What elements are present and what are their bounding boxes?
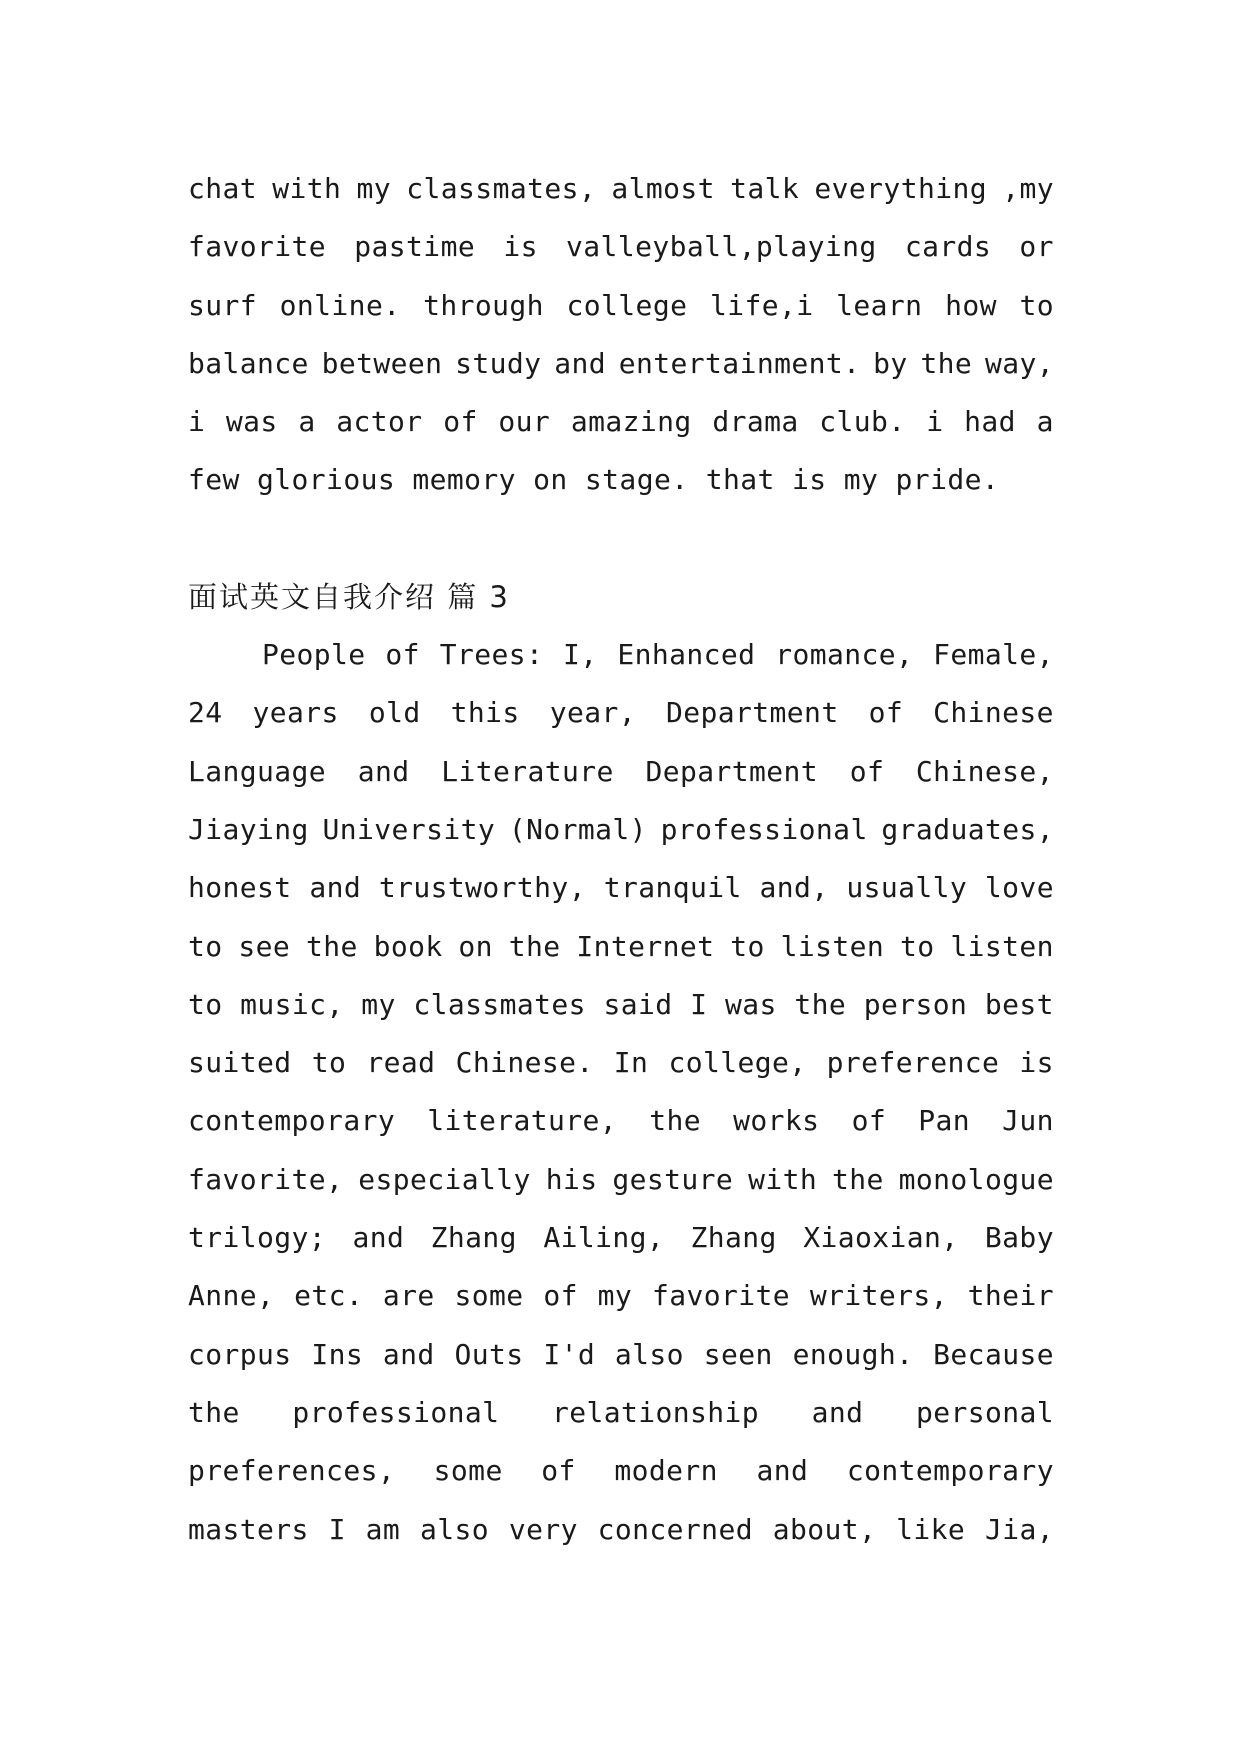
word: club. [819,405,906,439]
word: are [382,1279,435,1313]
word: Zhang [430,1221,517,1255]
paragraph-line [188,1501,1054,1559]
word: am [365,1512,401,1546]
word: amazing [570,405,692,439]
word: surf [188,288,258,322]
word: study [455,346,542,380]
word: the [920,346,973,380]
word: the [508,929,561,963]
word: is [1019,1046,1054,1080]
word: college [566,288,688,322]
word: preference [826,1046,1000,1080]
word: i [188,405,206,439]
paragraph-1 [188,160,1054,510]
paragraph-line [188,1442,1054,1500]
paragraph-line [188,393,1054,451]
word: best [984,987,1054,1021]
word: college, [668,1046,807,1080]
word: trustworthy, [378,871,586,905]
word: to [188,987,223,1021]
word: Anne, [188,1279,275,1313]
word: book [373,929,443,963]
word: our [498,405,551,439]
word: entertainment. [618,346,861,380]
word: had [964,405,1016,439]
word: Pan [918,1104,971,1138]
word: love [984,871,1054,905]
word: contemporary [846,1454,1054,1488]
word: with [748,1162,818,1196]
word: preferences, [188,1454,396,1488]
word: learn [836,288,923,322]
word: see [238,929,291,963]
word: Ins [311,1337,364,1371]
word: of [385,638,420,672]
word: Female, [933,638,1054,672]
word: way, [984,346,1054,380]
word: pastime [354,230,476,264]
word: of [849,754,885,788]
word: corpus [188,1337,292,1371]
word: was [725,987,777,1021]
word: Literature [441,754,614,788]
word: Jun [1002,1104,1054,1138]
word: year, [549,696,636,730]
word: I [690,987,708,1021]
word: literature, [427,1104,618,1138]
word: and [554,346,606,380]
word: my [361,987,396,1021]
word: I [328,1512,346,1546]
word: almost [611,172,715,205]
word: the [305,929,358,963]
word: gesture [612,1162,734,1196]
word: some [433,1454,503,1488]
word: Jiaying [188,812,309,846]
document-page [188,160,1054,1559]
paragraph-line [188,1326,1054,1384]
paragraph-line [188,684,1054,742]
word: favorite [651,1279,791,1313]
word: etc. [294,1279,364,1313]
word: drama [712,405,799,439]
word: the [794,987,847,1021]
word: to [1019,288,1054,322]
word: suited [188,1046,292,1080]
word: relationship [551,1395,760,1429]
word: works [733,1104,820,1138]
word: of [543,1279,578,1313]
word: 24 [188,696,223,730]
word: Xiaoxian, [803,1221,959,1255]
word: classmates [413,987,586,1021]
paragraph-line [188,801,1054,859]
word: to [730,929,765,963]
word: and [382,1337,435,1371]
word: online. [279,288,401,322]
paragraph-line [188,1092,1054,1150]
word: romance, [775,638,914,672]
paragraph-line [188,335,1054,393]
word: music, [240,987,344,1021]
word: seen [703,1337,773,1371]
word: I'd [543,1337,596,1371]
word: their [967,1279,1054,1313]
word: with [272,172,342,205]
paragraph-line: few glorious memory on stage. that is my pride. [188,463,1000,497]
word: ,my [1002,172,1054,205]
word: Language [188,754,327,788]
word: favorite [188,230,327,264]
word: valleyball,playing [566,230,877,264]
word: Ailing, [543,1221,665,1255]
word: enough. [792,1337,914,1371]
word: to [899,929,935,963]
word: I, [563,638,598,672]
word: was [225,405,278,439]
word: and [756,1454,809,1488]
word: of [851,1104,887,1138]
word: and, [759,871,829,905]
word: writers, [809,1279,948,1313]
word: and [357,754,410,788]
word: chat [188,172,258,205]
paragraph-line [188,1151,1054,1209]
word: classmates, [406,172,597,205]
paragraph-line [188,1267,1054,1325]
word: masters [188,1512,309,1546]
word: talk [730,172,800,205]
word: my [356,172,392,205]
word: between [321,346,443,380]
word: i [926,405,944,439]
word: Trees: [439,638,544,672]
word: of [868,696,904,730]
word: usually [846,871,968,905]
word: University [322,812,496,846]
paragraph-line [188,1034,1054,1092]
word: concerned [597,1512,753,1546]
word: personal [915,1395,1054,1429]
paragraph-line [188,160,1054,218]
word: my [597,1279,633,1313]
word: a [298,405,316,439]
word: also [419,1512,490,1546]
word: person [863,987,968,1021]
word: about, [772,1512,877,1546]
word: of [443,405,478,439]
word: old [368,696,421,730]
paragraph-line [188,626,1054,684]
word: trilogy; [188,1221,327,1255]
word: actor [336,405,423,439]
word: Zhang [690,1221,777,1255]
word: the [649,1104,701,1138]
word: Because [933,1337,1054,1371]
word: and [309,871,362,905]
word: and [811,1395,864,1429]
word: on [458,929,493,963]
word: life,i [709,288,814,322]
word: In [613,1046,649,1080]
word: through [423,288,544,322]
word: balance [188,346,309,380]
word: cards [904,230,992,264]
word: years [252,696,339,730]
word: is [503,230,538,264]
word: Jia, [984,1512,1054,1546]
paragraph-line [188,1384,1054,1442]
paragraph-line [188,1209,1054,1267]
paragraph-line [188,743,1054,801]
word: Outs [454,1337,524,1371]
word: Department [645,754,819,788]
word: the [188,1395,240,1429]
paragraph-line [188,918,1054,976]
word: how [945,288,997,322]
word: honest [188,871,292,905]
word: said [603,987,673,1021]
word: also [614,1337,684,1371]
word: some [454,1279,524,1313]
word: this [450,696,520,730]
word: People [262,638,366,672]
word: Baby [984,1221,1054,1255]
section-gap [188,510,1054,568]
word: listen [950,929,1054,963]
word: of [541,1454,576,1488]
word: everything [814,172,987,205]
word: (Normal) [508,812,647,846]
word: Department [666,696,839,730]
word: Internet [576,929,715,963]
paragraph-2 [188,626,1054,1559]
word: Enhanced [617,638,756,672]
word: to [188,929,223,963]
section-heading: 面试英文自我介绍 篇 3 [188,579,510,614]
word: contemporary [188,1104,396,1138]
word: or [1019,230,1054,264]
word: Chinese, [915,754,1054,788]
word: like [896,1512,966,1546]
word: Chinese [933,696,1054,730]
word: read [366,1046,436,1080]
word: to [311,1046,347,1080]
word: by [873,346,908,380]
word: listen [780,929,885,963]
word: a [1036,405,1054,439]
paragraph-line [188,859,1054,917]
word: especially [358,1162,531,1196]
word: graduates, [881,812,1054,846]
paragraph-line [188,976,1054,1034]
word: very [508,1512,578,1546]
word: his [545,1162,598,1196]
word: professional [292,1395,500,1429]
word: and [352,1221,405,1255]
word: Chinese. [455,1046,594,1080]
word: monologue [898,1162,1054,1196]
word: modern [614,1454,718,1488]
word: professional [660,812,868,846]
paragraph-line [188,218,1054,276]
word: the [831,1162,884,1196]
paragraph-line [188,277,1054,335]
word: tranquil [603,871,742,905]
word: favorite, [188,1162,344,1196]
